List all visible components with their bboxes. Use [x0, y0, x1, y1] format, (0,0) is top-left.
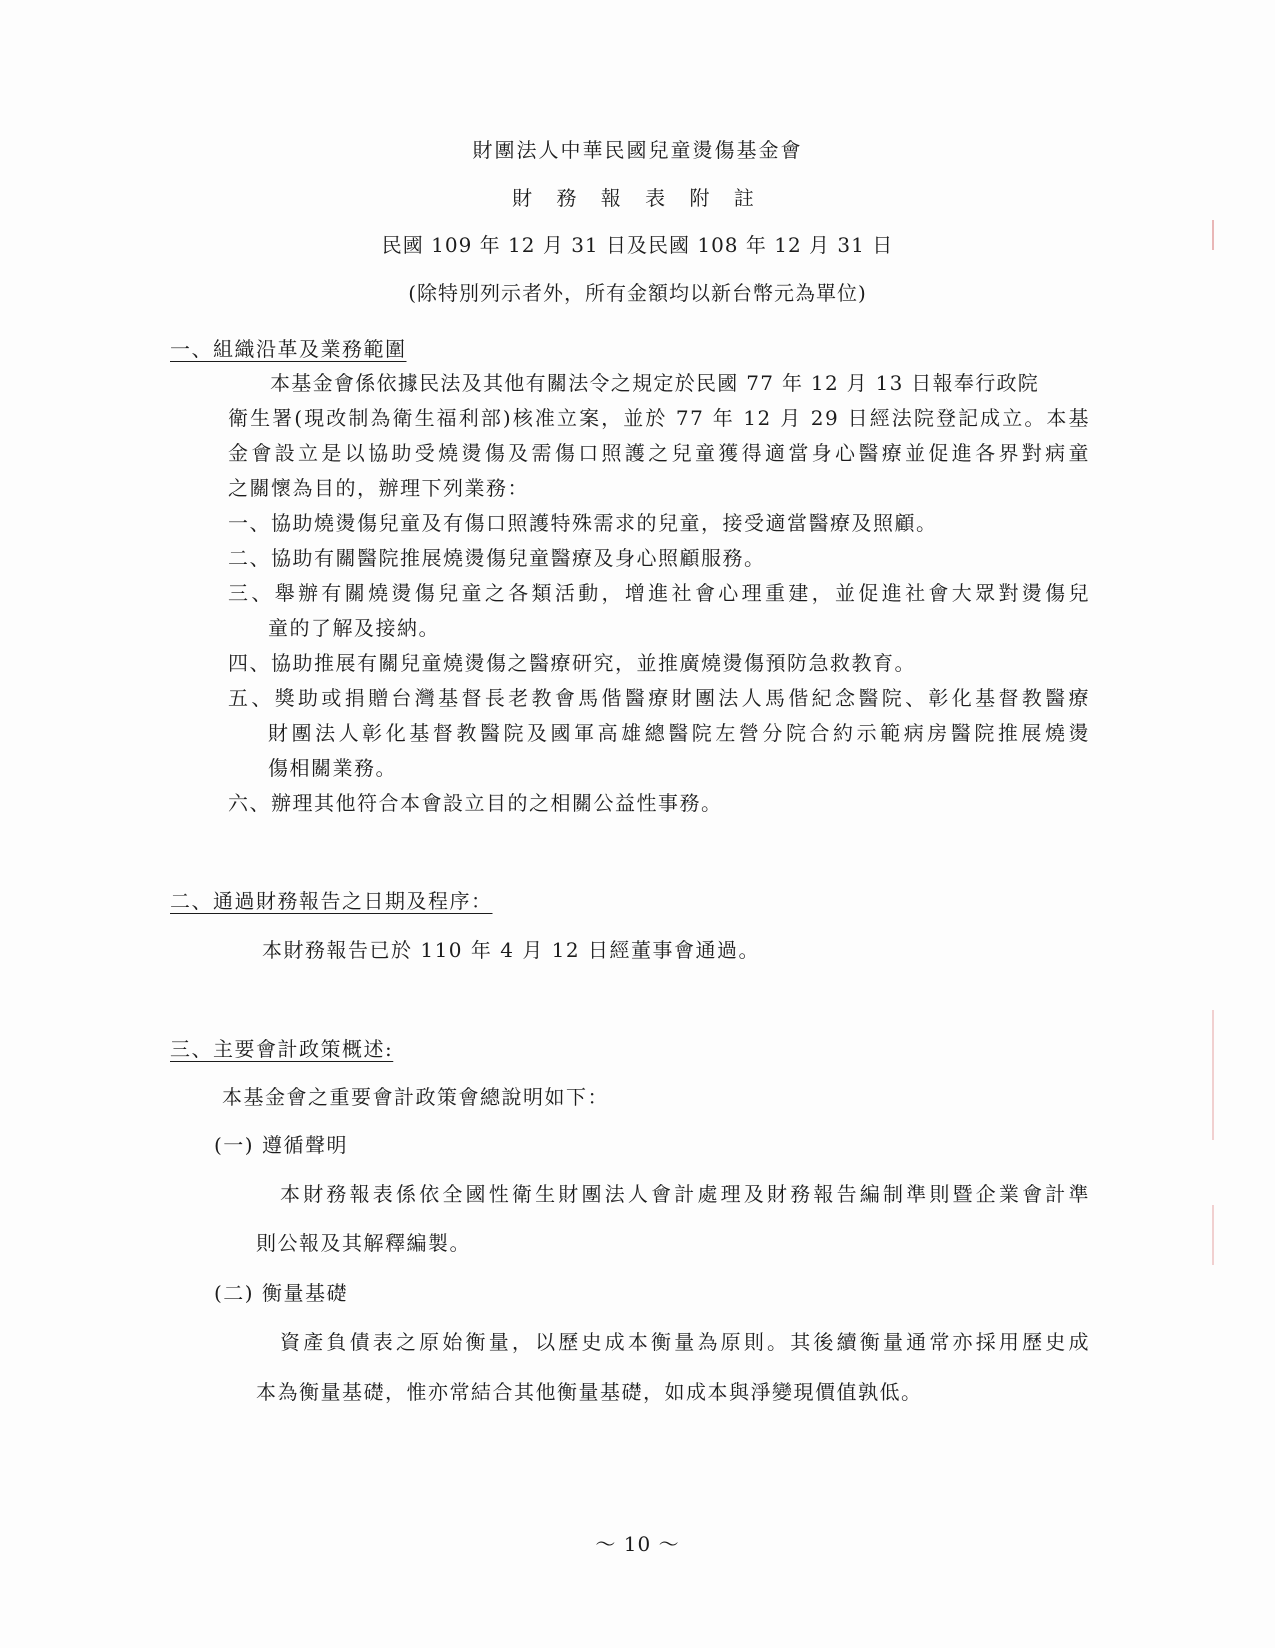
subsection-2-heading: (二) 衡量基礎	[214, 1281, 348, 1305]
subsection-1-line: 本財務報表係依全國性衛生財團法人會計處理及財務報告編制準則暨企業會計準	[280, 1182, 1090, 1206]
business-item-2: 二、協助有關醫院推展燒燙傷兒童醫療及身心照顧服務。	[228, 546, 766, 570]
subsection-2-line: 本為衡量基礎，惟亦常結合其他衡量基礎，如成本與淨變現價值孰低。	[256, 1380, 923, 1404]
scan-margin-mark	[1212, 1205, 1214, 1265]
organization-name: 財團法人中華民國兒童燙傷基金會	[472, 138, 803, 162]
section-1-intro-line: 衛生署(現改制為衛生福利部)核准立案，並於 77 年 12 月 29 日經法院登記成立。本基	[228, 406, 1090, 430]
section-2-heading: 二、通過財務報告之日期及程序：	[170, 889, 493, 913]
section-3-heading: 三、主要會計政策概述:	[170, 1037, 394, 1061]
section-2-body: 本財務報告已於 110 年 4 月 12 日經董事會通過。	[262, 938, 760, 962]
unit-note: (除特別列示者外，所有金額均以新台幣元為單位)	[408, 281, 867, 305]
section-1-intro-line: 金會設立是以協助受燒燙傷及需傷口照護之兒童獲得適當身心醫療並促進各界對病童	[228, 441, 1090, 465]
business-item-5-cont: 傷相關業務。	[268, 756, 397, 780]
subsection-2-line: 資產負債表之原始衡量，以歷史成本衡量為原則。其後續衡量通常亦採用歷史成	[280, 1330, 1090, 1354]
business-item-3: 三、舉辦有關燒燙傷兒童之各類活動，增進社會心理重建，並促進社會大眾對燙傷兒	[228, 581, 1090, 605]
page-number: ～ 10 ～	[595, 1532, 680, 1556]
business-item-4: 四、協助推展有關兒童燒燙傷之醫療研究，並推廣燒燙傷預防急救教育。	[228, 651, 916, 675]
scan-margin-mark	[1212, 1010, 1214, 1140]
section-1-intro-line: 本基金會係依據民法及其他有關法令之規定於民國 77 年 12 月 13 日報奉行政院	[270, 371, 1040, 395]
section-1-intro-line: 之關懷為目的，辦理下列業務：	[228, 476, 529, 500]
subsection-1-line: 則公報及其解釋編製。	[256, 1231, 471, 1255]
report-period: 民國 109 年 12 月 31 日及民國 108 年 12 月 31 日	[381, 233, 894, 257]
business-item-5-cont: 財團法人彰化基督教醫院及國軍高雄總醫院左營分院合約示範病房醫院推展燒燙	[268, 721, 1090, 745]
business-item-3-cont: 童的了解及接納。	[268, 616, 440, 640]
section-3-intro: 本基金會之重要會計政策會總說明如下：	[222, 1085, 609, 1109]
section-1-heading: 一、組織沿革及業務範圍	[170, 337, 407, 361]
report-title: 財 務 報 表 附 註	[512, 186, 763, 210]
subsection-1-heading: (一) 遵循聲明	[214, 1133, 348, 1157]
business-item-1: 一、協助燒燙傷兒童及有傷口照護特殊需求的兒童，接受適當醫療及照顧。	[228, 511, 938, 535]
business-item-5: 五、獎助或捐贈台灣基督長老教會馬偕醫療財團法人馬偕紀念醫院、彰化基督教醫療	[228, 686, 1090, 710]
business-item-6: 六、辦理其他符合本會設立目的之相關公益性事務。	[228, 791, 723, 815]
